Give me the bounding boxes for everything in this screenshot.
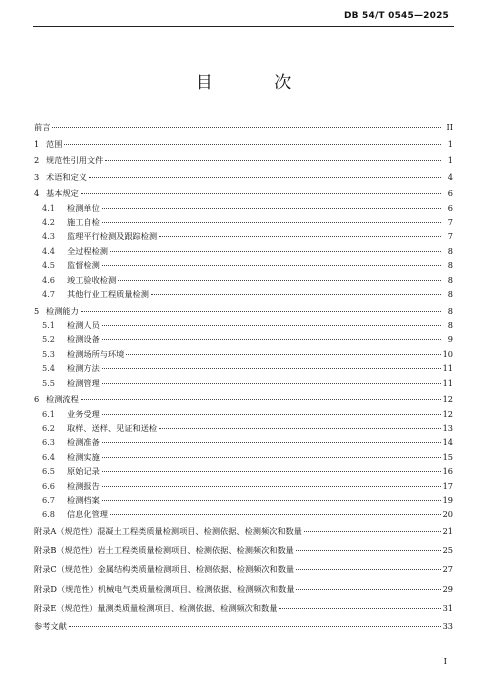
toc-dot-leader <box>126 354 440 355</box>
toc-entry-page: 1 <box>447 155 453 166</box>
toc-entry-label: 检测实施 <box>67 451 100 462</box>
toc-entry[interactable] <box>34 258 453 272</box>
toc-entry[interactable] <box>34 215 453 229</box>
toc-dot-leader <box>296 569 440 570</box>
toc-entry[interactable] <box>34 580 453 599</box>
toc-entry-label: 信息化管理 <box>67 509 108 520</box>
toc-entry-number: 1 <box>34 138 40 149</box>
toc-entry-label: 全过程检测 <box>67 245 108 256</box>
toc-entry-number: 5 <box>34 305 40 316</box>
toc-dot-leader <box>102 325 441 326</box>
toc-entry-label: 检测人员 <box>67 320 100 331</box>
document-code: DB 54/T 0545—2025 <box>343 11 449 21</box>
toc-dot-leader <box>64 144 441 145</box>
toc-entry-number: 附录C（规范性） <box>34 564 98 575</box>
toc-entry-number: 附录A（规范性） <box>34 525 98 536</box>
toc-entry-label: 检测场所与环境 <box>67 348 125 359</box>
toc-entry-number: 5.5 <box>42 377 56 388</box>
toc-entry-page: 17 <box>442 480 453 491</box>
toc-entry-label: 检测流程 <box>46 394 79 405</box>
toc-dot-leader <box>279 608 440 609</box>
toc-entry[interactable] <box>34 186 453 200</box>
toc-dot-leader <box>159 428 441 429</box>
toc-dot-leader <box>81 399 441 400</box>
toc-entry[interactable] <box>34 170 453 184</box>
toc-entry-page: 19 <box>442 494 453 505</box>
toc-entry-number: 6.4 <box>42 451 56 462</box>
toc-entry-page: 14 <box>442 437 453 448</box>
toc-entry-label: 参考文献 <box>34 620 67 631</box>
toc-dot-leader <box>102 457 441 458</box>
toc-entry[interactable] <box>34 493 453 507</box>
toc-dot-leader <box>102 383 441 384</box>
toc-entry-label: 检测档案 <box>67 494 100 505</box>
toc-entry-label: 监督检测 <box>67 260 100 271</box>
toc-entry-label: 金属结构类质量检测项目、检测依据、检测频次和数量 <box>97 564 295 575</box>
toc-dot-leader <box>81 193 441 194</box>
toc-entry-page: 33 <box>442 620 453 631</box>
toc-entry-label: 施工自检 <box>67 217 100 228</box>
toc-entry-label: 规范性引用文件 <box>46 155 104 166</box>
toc-entry-number: 4.1 <box>42 202 56 213</box>
toc-entry-label: 检测管理 <box>67 377 100 388</box>
toc-dot-leader <box>304 531 441 532</box>
toc-entry-number: 5.4 <box>42 363 56 374</box>
toc-dot-leader <box>102 368 441 369</box>
toc-entry-number: 6.6 <box>42 480 56 491</box>
toc-entry[interactable] <box>34 347 453 361</box>
toc-entry[interactable] <box>34 435 453 449</box>
toc-entry-label: 岩土工程类质量检测项目、检测依据、检测频次和数量 <box>97 545 294 556</box>
toc-dot-leader <box>102 208 441 209</box>
toc-dot-leader <box>110 514 441 515</box>
toc-dot-leader <box>81 311 441 312</box>
toc-dot-leader <box>102 471 441 472</box>
toc-entry-label: 取样、送样、见证和送检 <box>67 422 158 433</box>
toc-entry-page: 6 <box>447 202 453 213</box>
toc-entry[interactable] <box>34 541 453 560</box>
toc-entry-label: 原始记录 <box>67 466 100 477</box>
toc-entry-page: 1 <box>447 138 453 149</box>
toc-entry-number: 6.3 <box>42 437 56 448</box>
toc-dot-leader <box>151 294 441 295</box>
toc-entry[interactable] <box>34 153 453 167</box>
toc-entry[interactable] <box>34 229 453 243</box>
toc-entry-label: 其他行业工程质量检测 <box>67 289 149 300</box>
toc-entry[interactable] <box>34 361 453 375</box>
toc-entry-page: 6 <box>447 188 453 199</box>
toc-entry-page: 4 <box>447 171 453 182</box>
toc-entry-label: 术语和定义 <box>46 171 87 182</box>
toc-dot-leader <box>102 222 441 223</box>
toc-dot-leader <box>110 251 441 252</box>
toc-entry[interactable] <box>34 137 453 151</box>
toc-entry-page: 15 <box>442 451 453 462</box>
toc-entry[interactable] <box>34 507 453 521</box>
toc-entry-page: 29 <box>442 583 453 594</box>
toc-entry-label: 量测类质量检测项目、检测依据、检测频次和数量 <box>97 603 278 614</box>
toc-entry-number: 5.3 <box>42 348 56 359</box>
toc-entry[interactable] <box>34 450 453 464</box>
toc-entry-number: 4.4 <box>42 245 56 256</box>
toc-entry-number: 4.2 <box>42 217 56 228</box>
toc-entry-label: 竣工验收检测 <box>67 274 117 285</box>
toc-entry[interactable] <box>34 421 453 435</box>
toc-dot-leader <box>118 280 441 281</box>
toc-dot-leader <box>102 414 441 415</box>
toc-entry-label: 检测设备 <box>67 334 100 345</box>
toc-entry[interactable] <box>34 287 453 301</box>
toc-entry-page: 21 <box>442 525 453 536</box>
toc-dot-leader <box>159 236 441 237</box>
toc-entry-number: 5.1 <box>42 320 56 331</box>
toc-entry-page: 8 <box>447 305 453 316</box>
toc-entry-number: 3 <box>34 171 40 182</box>
toc-entry-page: 12 <box>442 408 453 419</box>
toc-entry[interactable] <box>34 479 453 493</box>
toc-entry-number: 6.5 <box>42 466 56 477</box>
toc-entry-page: 27 <box>442 564 453 575</box>
toc-entry-label: 基本规定 <box>46 188 79 199</box>
toc-entry-label: 检测报告 <box>67 480 100 491</box>
toc-entry[interactable] <box>34 332 453 346</box>
toc-entry[interactable] <box>34 201 453 215</box>
toc-entry[interactable] <box>34 619 453 633</box>
toc-dot-leader <box>102 486 441 487</box>
toc-dot-leader <box>102 339 441 340</box>
page-title: 目 次 <box>195 73 320 93</box>
toc-entry-page: 8 <box>447 260 453 271</box>
toc-entry-number: 附录E（规范性） <box>34 603 98 614</box>
toc-entry-page: 16 <box>442 466 453 477</box>
header-rule <box>33 26 454 27</box>
toc-entry-number: 4.3 <box>42 231 56 242</box>
toc-entry-number: 4.5 <box>42 260 56 271</box>
toc-entry-label: 检测单位 <box>67 202 100 213</box>
toc-entry-page: 11 <box>442 363 453 374</box>
toc-entry-page: 11 <box>442 377 453 388</box>
toc-dot-leader <box>89 177 441 178</box>
toc-entry-label: 前言 <box>34 122 51 132</box>
toc-dot-leader <box>69 626 441 627</box>
toc-entry-page: 20 <box>442 509 453 520</box>
toc-entry[interactable] <box>34 522 453 541</box>
toc-entry-page: 13 <box>442 422 453 433</box>
toc-entry-page: 8 <box>447 245 453 256</box>
toc-entry-number: 2 <box>34 155 40 166</box>
toc-entry[interactable] <box>34 464 453 478</box>
toc-dot-leader <box>105 160 441 161</box>
table-of-contents <box>34 120 453 633</box>
toc-entry-number: 6.2 <box>42 422 56 433</box>
toc-entry-number: 6.1 <box>42 408 56 419</box>
footer-page-number: I <box>443 657 447 667</box>
toc-entry-label: 检测能力 <box>46 305 79 316</box>
toc-entry-page: 8 <box>447 320 453 331</box>
toc-entry-number: 6.7 <box>42 494 56 505</box>
toc-entry[interactable] <box>34 273 453 287</box>
toc-entry[interactable] <box>34 407 453 421</box>
toc-entry[interactable] <box>34 120 453 134</box>
toc-entry-label: 机械电气类质量检测项目、检测依据、检测频次和数量 <box>97 583 295 594</box>
toc-entry-number: 4.6 <box>42 274 56 285</box>
toc-entry-label: 范围 <box>46 138 63 149</box>
toc-entry-page: 10 <box>442 348 453 359</box>
toc-entry-number: 4.7 <box>42 289 56 300</box>
toc-dot-leader <box>102 500 441 501</box>
toc-entry-page: 12 <box>442 394 453 405</box>
toc-entry[interactable] <box>34 560 453 579</box>
toc-entry-page: 7 <box>447 231 453 242</box>
toc-entry-page: 25 <box>442 545 453 556</box>
toc-entry-label: 混凝土工程类质量检测项目、检测依据、检测频次和数量 <box>97 525 302 536</box>
toc-entry-page: 8 <box>447 274 453 285</box>
toc-dot-leader <box>102 442 441 443</box>
toc-entry-label: 业务受理 <box>67 408 100 419</box>
toc-entry-page: 7 <box>447 217 453 228</box>
toc-entry-page: 9 <box>447 334 453 345</box>
toc-entry[interactable] <box>34 244 453 258</box>
toc-entry-number: 4 <box>34 188 40 199</box>
toc-entry[interactable] <box>34 392 453 406</box>
toc-entry-number: 6 <box>34 394 40 405</box>
toc-entry-number: 附录D（规范性） <box>34 583 98 594</box>
toc-entry-label: 监理平行检测及跟踪检测 <box>67 231 158 242</box>
toc-dot-leader <box>296 550 441 551</box>
toc-entry-label: 检测准备 <box>67 437 100 448</box>
toc-entry-number: 附录B（规范性） <box>34 545 98 556</box>
toc-dot-leader <box>296 589 440 590</box>
toc-entry-number: 6.8 <box>42 509 56 520</box>
toc-dot-leader <box>102 265 441 266</box>
toc-entry[interactable] <box>34 304 453 318</box>
toc-entry-page: 31 <box>442 603 453 614</box>
toc-entry[interactable] <box>34 318 453 332</box>
toc-dot-leader <box>52 127 441 128</box>
toc-entry[interactable] <box>34 376 453 390</box>
toc-entry-label: 检测方法 <box>67 363 100 374</box>
toc-entry-number: 5.2 <box>42 334 56 345</box>
toc-entry-page: 8 <box>447 289 453 300</box>
toc-entry-page: II <box>446 122 453 132</box>
toc-entry[interactable] <box>34 599 453 618</box>
